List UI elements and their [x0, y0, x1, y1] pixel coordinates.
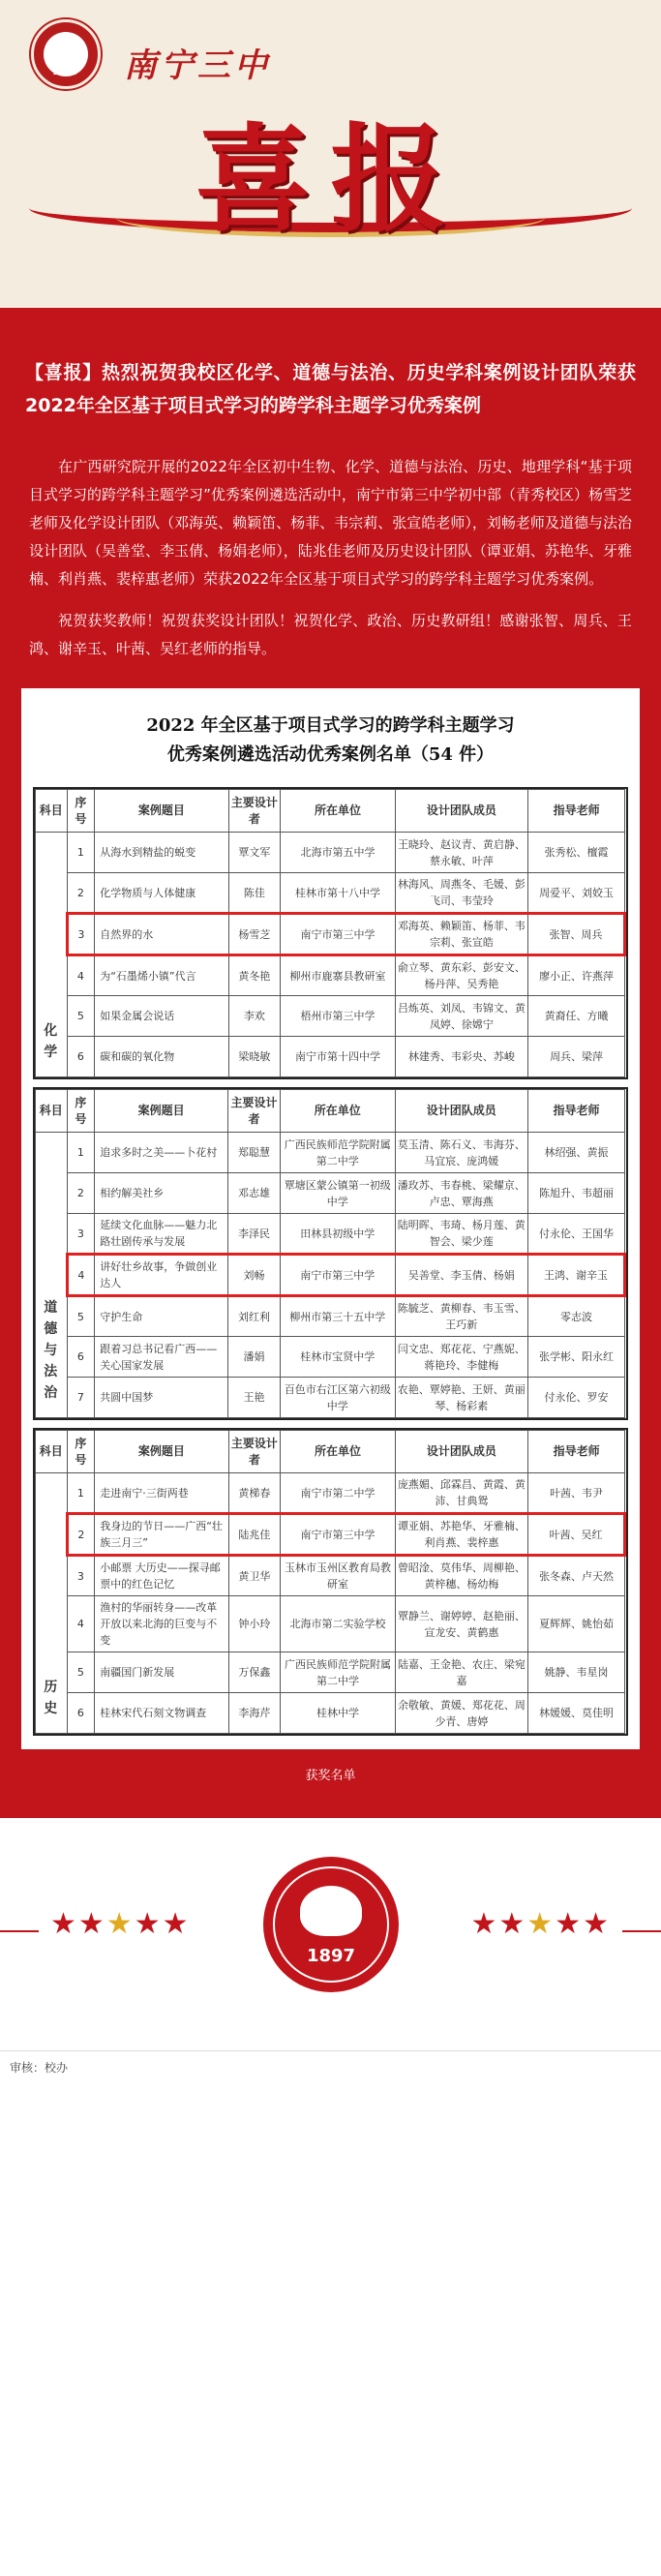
cell-advisor: 张秀松、檀霞: [528, 833, 625, 873]
cell-title: 桂林宋代石刻文物调查: [95, 1693, 228, 1734]
cell-unit: 桂林中学: [281, 1693, 395, 1734]
cell-no: 1: [67, 1473, 95, 1514]
cell-title: 为“石墨烯小镇”代言: [95, 955, 228, 996]
cell-no: 5: [67, 1652, 95, 1693]
cell-advisor: 零志波: [528, 1296, 625, 1337]
cell-team: 莫玉清、陈石义、韦海芬、马宜宸、庞鸿媛: [395, 1133, 528, 1173]
column-header-advisor: 指导老师: [528, 1090, 625, 1133]
cell-designer: 潘娟: [228, 1337, 281, 1378]
cell-team: 曾昭淦、莫伟华、周柳艳、黄梓穗、杨幼梅: [395, 1556, 527, 1596]
image-caption: 获奖名单: [305, 1769, 356, 1783]
column-header-subject: 科目: [36, 1431, 68, 1473]
cell-unit: 北海市第五中学: [281, 833, 395, 873]
column-header-no: 序号: [67, 790, 95, 833]
cell-designer: 邓志雄: [228, 1173, 281, 1214]
announcement-paragraph: 在广西研究院开展的2022年全区初中生物、化学、道德与法治、历史、地理学科“基于项目式学习的跨学科主题学习”优秀案例遴选活动中，南宁市第三中学初中部（青秀校区）杨雪芝老师及化学设计团队（邓海英、赖颖笛、杨菲、韦宗莉、张宣皓老师），刘畅老师及道德与法治设计团队（吴善堂、李玉倩、杨娟老师），陆兆佳老师及历史设计团队（谭亚娟、苏艳华、牙雅楠、利肖燕、裴梓惠老师）荣获2022年全区基于项目式学习的跨学科主题学习优秀案例。: [29, 458, 632, 588]
cell-advisor: 张智、周兵: [528, 914, 625, 955]
cell-advisor: 付永伦、罗安: [528, 1378, 625, 1418]
award-table-grid: [35, 1430, 626, 1734]
table-row: [36, 1255, 625, 1296]
cell-title: 南疆国门新发展: [95, 1652, 228, 1693]
cell-title: 碳和碳的氧化物: [95, 1037, 228, 1077]
cell-title: 追求多时之美——卜花村: [95, 1133, 228, 1173]
table-header-row: [36, 1431, 625, 1473]
cell-advisor: 夏辉辉、姚怡茹: [528, 1596, 625, 1652]
cell-unit: 百色市右江区第六初级中学: [280, 1378, 395, 1418]
cell-designer: 万保鑫: [228, 1652, 281, 1693]
cell-title: 渔村的华丽转身——改革开放以来北海的巨变与不变: [95, 1596, 228, 1652]
cell-advisor: 叶茜、韦尹: [528, 1473, 625, 1514]
cell-no: 1: [67, 833, 95, 873]
column-header-no: 序号: [67, 1090, 95, 1133]
table-row: [36, 1037, 625, 1077]
table-row: [36, 1652, 625, 1693]
cell-advisor: 付永伦、王国华: [528, 1214, 625, 1255]
cell-title: 从海水到精盐的蜕变: [95, 833, 228, 873]
cell-team: 林建秀、韦彩央、苏峻: [395, 1037, 527, 1077]
school-name: 南宁三中: [124, 46, 271, 85]
cell-advisor: 廖小正、许燕萍: [528, 955, 625, 996]
cell-team: 俞立琴、黄东彩、彭安文、杨丹萍、吴秀艳: [395, 955, 527, 996]
table-row: [36, 1133, 625, 1173]
cell-no: 6: [67, 1337, 95, 1378]
table-row: [36, 1378, 625, 1418]
table-row: [36, 833, 625, 873]
cell-no: 3: [67, 1556, 95, 1596]
cell-no: 2: [67, 873, 95, 914]
cell-no: 4: [67, 1255, 95, 1296]
column-header-subject: 科目: [36, 1090, 68, 1133]
award-list-title-line1: 2022 年全区基于项目式学习的跨学科主题学习: [146, 715, 515, 736]
cell-unit: 梧州市第三中学: [281, 996, 395, 1037]
subject-cell: 历史: [36, 1473, 68, 1734]
cell-no: 1: [67, 1133, 95, 1173]
cell-team: 陈毓芝、黄柳春、韦玉雪、王巧新: [395, 1296, 528, 1337]
cell-title: 守护生命: [95, 1296, 228, 1337]
cell-unit: 玉林市玉州区教育局教研室: [281, 1556, 395, 1596]
cell-no: 4: [67, 1596, 95, 1652]
cell-designer: 黄卫华: [228, 1556, 281, 1596]
cell-title: 延续文化血脉——魅力北路壮剧传承与发展: [95, 1214, 228, 1255]
cell-advisor: 叶茜、吴红: [528, 1514, 625, 1556]
award-table-grid: [35, 1089, 626, 1418]
cell-no: 3: [67, 914, 95, 955]
column-header-title: 案例题目: [95, 1431, 228, 1473]
cell-title: 共圆中国梦: [95, 1378, 228, 1418]
cell-title: 讲好壮乡故事，争做创业达人: [95, 1255, 228, 1296]
column-header-subject: 科目: [36, 790, 68, 833]
cell-no: 5: [67, 996, 95, 1037]
star-icon: ★★: [470, 1907, 527, 1941]
cell-unit: 南宁市第二中学: [281, 1473, 395, 1514]
cell-designer: 刘红利: [228, 1296, 281, 1337]
cell-advisor: 陈旭升、韦超丽: [528, 1173, 625, 1214]
column-header-advisor: 指导老师: [528, 790, 625, 833]
column-header-designer: 主要设计者: [228, 1431, 281, 1473]
footer: [0, 1818, 661, 2050]
cell-designer: 钟小玲: [228, 1596, 281, 1652]
cell-designer: 李泽民: [228, 1214, 281, 1255]
cell-no: 2: [67, 1173, 95, 1214]
cell-unit: 南宁市第十四中学: [281, 1037, 395, 1077]
cell-team: 吴善堂、李玉倩、杨娟: [395, 1255, 528, 1296]
column-header-title: 案例题目: [95, 790, 228, 833]
stars-left: [50, 1907, 191, 1941]
cell-designer: 李海芹: [228, 1693, 281, 1734]
table-row: [36, 1693, 625, 1734]
star-icon: ★★: [134, 1907, 191, 1941]
cell-team: 农艳、覃婷艳、王妍、黄丽琴、杨彩素: [395, 1378, 528, 1418]
award-table-grid: [35, 789, 626, 1077]
column-header-no: 序号: [67, 1431, 95, 1473]
cell-advisor: 林媛媛、莫佳明: [528, 1693, 625, 1734]
cell-unit: 桂林市宝贤中学: [280, 1337, 395, 1378]
cell-team: 陆明晖、韦琦、杨月莲、黄智会、梁少莲: [395, 1214, 528, 1255]
cell-team: 林海风、周燕冬、毛媛、彭飞司、韦莹玲: [395, 873, 527, 914]
table-row: [36, 1214, 625, 1255]
table-row: [36, 1337, 625, 1378]
seal-emblem-icon: [300, 1886, 362, 1936]
cell-designer: 梁晓敏: [228, 1037, 281, 1077]
cell-team: 王晓玲、赵议青、黄启静、蔡永敏、叶萍: [395, 833, 527, 873]
column-header-title: 案例题目: [95, 1090, 228, 1133]
cell-title: 化学物质与人体健康: [95, 873, 228, 914]
cell-title: 相约解美社乡: [95, 1173, 228, 1214]
cell-team: 陆嘉、王金艳、农庄、梁宛嘉: [395, 1652, 527, 1693]
cell-team: 庞燕媚、邱霖昌、黄霞、黄沛、甘典鸳: [395, 1473, 527, 1514]
star-icon: ★★: [50, 1907, 106, 1941]
cell-unit: 田林县初级中学: [280, 1214, 395, 1255]
cell-team: 覃静兰、谢婷婷、赵艳丽、宣龙安、黄鹤惠: [395, 1596, 527, 1652]
cell-unit: 广西民族师范学院附属第二中学: [280, 1133, 395, 1173]
stars-right: [471, 1907, 612, 1941]
cell-no: 6: [67, 1693, 95, 1734]
cell-advisor: 周爱平、刘姣玉: [528, 873, 625, 914]
column-header-team: 设计团队成员: [395, 790, 527, 833]
cell-title: 如果金属会说话: [95, 996, 228, 1037]
footer-divider-right: [622, 1930, 661, 1932]
cell-unit: 覃塘区蒙公镇第一初级中学: [280, 1173, 395, 1214]
cell-designer: 刘畅: [228, 1255, 281, 1296]
subject-cell: 道德与法治: [36, 1133, 68, 1418]
cell-unit: 南宁市第三中学: [280, 1255, 395, 1296]
hero: [0, 87, 661, 254]
award-list-card: [21, 688, 640, 1749]
award-table: [33, 1087, 628, 1420]
cell-designer: 王艳: [228, 1378, 281, 1418]
cell-advisor: 王鸿、谢辛玉: [528, 1255, 625, 1296]
cell-unit: 广西民族师范学院附属第二中学: [281, 1652, 395, 1693]
cell-team: 吕炼英、刘凤、韦锦文、黄凤婷、徐嫦宁: [395, 996, 527, 1037]
cell-team: 潘玫苏、韦春桃、梁耀京、卢忠、覃海燕: [395, 1173, 528, 1214]
cell-designer: 李欢: [228, 996, 281, 1037]
school-logo: [31, 19, 101, 89]
cell-team: 闫文忠、郑花花、宁燕妮、蒋艳玲、李健梅: [395, 1337, 528, 1378]
cell-designer: 覃文军: [228, 833, 281, 873]
cell-title: 自然界的水: [95, 914, 228, 955]
cell-title: 小邮票 大历史——探寻邮票中的红色记忆: [95, 1556, 228, 1596]
cell-unit: 南宁市第三中学: [281, 1514, 395, 1556]
table-row: [36, 1473, 625, 1514]
cell-team: 余敬敏、黄媛、郑花花、周少青、唐婷: [395, 1693, 527, 1734]
content-area: [0, 308, 661, 1818]
award-list-title: [33, 688, 628, 787]
cell-advisor: 黄裔任、方曦: [528, 996, 625, 1037]
cell-no: 5: [67, 1296, 95, 1337]
column-header-team: 设计团队成员: [395, 1431, 527, 1473]
headline: 【喜报】热烈祝贺我校区化学、道德与法治、历史学科案例设计团队荣获2022年全区基于项目式学习的跨学科主题学习优秀案例: [25, 362, 636, 416]
cell-no: 6: [67, 1037, 95, 1077]
cell-unit: 柳州市第三十五中学: [280, 1296, 395, 1337]
award-list-title-line2: 优秀案例遴选活动优秀案例名单（54 件）: [166, 744, 495, 765]
cell-team: 邓海英、赖颖笛、杨菲、韦宗莉、张宣皓: [395, 914, 527, 955]
cell-designer: 黄冬艳: [228, 955, 281, 996]
table-row: [36, 1173, 625, 1214]
banner-title: 喜报: [195, 111, 466, 248]
cell-no: 3: [67, 1214, 95, 1255]
star-icon: ★: [105, 1907, 135, 1941]
table-row: [36, 1514, 625, 1556]
cell-designer: 郑聪慧: [228, 1133, 281, 1173]
cell-no: 4: [67, 955, 95, 996]
column-header-unit: 所在单位: [281, 790, 395, 833]
award-table: [33, 787, 628, 1079]
table-header-row: [36, 790, 625, 833]
footer-divider-left: [0, 1930, 39, 1932]
cell-designer: 黄梯春: [228, 1473, 281, 1514]
cell-unit: 桂林市第十八中学: [281, 873, 395, 914]
column-header-advisor: 指导老师: [528, 1431, 625, 1473]
table-row: [36, 914, 625, 955]
star-icon: ★★: [555, 1907, 611, 1941]
cell-designer: 陈佳: [228, 873, 281, 914]
award-tables: [33, 787, 628, 1736]
star-icon: ★: [526, 1907, 556, 1941]
cell-team: 谭亚娟、苏艳华、牙雅楠、利肖燕、裴梓惠: [395, 1514, 527, 1556]
cell-title: 走进南宁·三街两巷: [95, 1473, 228, 1514]
cell-title: 我身边的节日——广西“壮族三月三”: [95, 1514, 228, 1556]
cell-advisor: 林绍强、黄振: [528, 1133, 625, 1173]
school-seal: [263, 1857, 399, 1992]
column-header-unit: 所在单位: [281, 1431, 395, 1473]
column-header-unit: 所在单位: [280, 1090, 395, 1133]
cell-unit: 柳州市鹿寨县教研室: [281, 955, 395, 996]
cell-designer: 陆兆佳: [228, 1514, 281, 1556]
cell-advisor: 周兵、梁萍: [528, 1037, 625, 1077]
table-row: [36, 1296, 625, 1337]
table-row: [36, 996, 625, 1037]
cell-advisor: 张学彬、阳永红: [528, 1337, 625, 1378]
subject-cell: 化学: [36, 833, 68, 1077]
table-row: [36, 873, 625, 914]
cell-advisor: 姚静、韦星岗: [528, 1652, 625, 1693]
logo-year: 1897: [52, 67, 79, 77]
cell-unit: 南宁市第三中学: [281, 914, 395, 955]
cell-no: 2: [67, 1514, 95, 1556]
column-header-team: 设计团队成员: [395, 1090, 528, 1133]
table-row: [36, 1596, 625, 1652]
thanks-paragraph: 祝贺获奖教师！祝贺获奖设计团队！祝贺化学、政治、历史教研组！感谢张智、周兵、王鸿、谢辛玉、叶茜、吴红老师的指导。: [29, 612, 632, 657]
cell-no: 7: [67, 1378, 95, 1418]
seal-year: 1897: [306, 1946, 356, 1966]
column-header-designer: 主要设计者: [228, 790, 281, 833]
award-table: [33, 1428, 628, 1736]
cell-title: 跟着习总书记看广西——关心国家发展: [95, 1337, 228, 1378]
table-header-row: [36, 1090, 625, 1133]
cell-advisor: 张冬森、卢天然: [528, 1556, 625, 1596]
column-header-designer: 主要设计者: [228, 1090, 281, 1133]
table-row: [36, 1556, 625, 1596]
review-note: 审核：校办: [0, 2050, 661, 2085]
cell-designer: 杨雪芝: [228, 914, 281, 955]
header-banner: [0, 0, 661, 308]
cell-unit: 北海市第二实验学校: [281, 1596, 395, 1652]
table-row: [36, 955, 625, 996]
